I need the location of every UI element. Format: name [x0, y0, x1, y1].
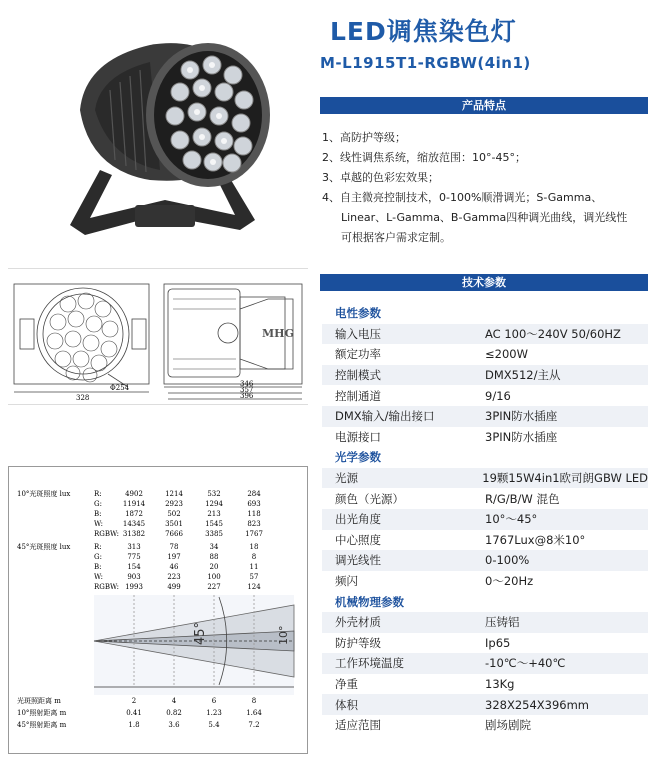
- spec-row: [322, 488, 648, 509]
- spec-row: [322, 633, 648, 654]
- spec-key: 控制模式: [335, 368, 381, 383]
- lux-value: 18: [249, 543, 259, 551]
- distance-value: 5.4: [208, 721, 220, 729]
- spec-section-title: [322, 303, 648, 324]
- lux-value: 1767: [245, 530, 263, 538]
- spec-value: 328X254X396mm: [485, 697, 590, 712]
- spec-row: [322, 571, 648, 592]
- lux-value: 823: [247, 520, 261, 528]
- spec-key: 净重: [335, 676, 358, 691]
- spec-value: 3PIN防水插座: [485, 409, 558, 424]
- spec-value: 19颗15W4in1欧司朗GBW LED: [482, 471, 648, 486]
- spec-section-title: [322, 591, 648, 612]
- lux-value: 1214: [165, 490, 183, 498]
- lux-channel-label: R:: [94, 543, 102, 551]
- spec-row: [322, 509, 648, 530]
- lux-value: 4902: [125, 490, 143, 498]
- lux-value: 11: [249, 563, 259, 571]
- spec-row: [322, 612, 648, 633]
- distance-value: 1.64: [246, 709, 262, 717]
- distance-value: 3.6: [168, 721, 180, 729]
- front-width: 328: [76, 394, 90, 402]
- lux-value: 502: [167, 510, 181, 518]
- spec-key: 出光角度: [335, 512, 381, 527]
- lux-value: 3385: [205, 530, 223, 538]
- lux-value: 313: [127, 543, 141, 551]
- spec-value: DMX512/主从: [485, 368, 561, 383]
- lux-value: 88: [209, 553, 219, 561]
- lux-value: 499: [167, 583, 181, 591]
- spec-row: [322, 324, 648, 345]
- spec-key: 工作环境温度: [335, 656, 404, 671]
- spec-value: Ip65: [485, 635, 511, 650]
- spec-section-label: 电性参数: [335, 306, 381, 321]
- angle-45-label: 45°: [193, 621, 208, 645]
- lux-value: 1993: [125, 583, 143, 591]
- distance-value: 1.23: [206, 709, 222, 717]
- spec-value: 1767Lux@8米10°: [485, 532, 586, 547]
- lux-value: 532: [207, 490, 221, 498]
- product-title: LED调焦染色灯: [330, 17, 517, 46]
- lux-channel-label: RGBW:: [94, 583, 119, 591]
- lux-value: 1872: [125, 510, 143, 518]
- distance-value: 4: [171, 697, 177, 705]
- side-dim-1: 346: [240, 380, 254, 388]
- spec-key: 颜色（光源）: [335, 491, 404, 506]
- spec-value: -10℃～+40℃: [485, 656, 566, 671]
- spec-value: ≤200W: [485, 347, 528, 362]
- feature-item: Linear、L-Gamma、B-Gamma四种调光曲线，调光线性: [341, 211, 628, 224]
- lux-value: 154: [127, 563, 141, 571]
- lux-value: 46: [169, 563, 179, 571]
- spec-value: 0-100%: [485, 553, 530, 568]
- lux-value: 775: [127, 553, 141, 561]
- photometric-chart: [8, 466, 308, 754]
- spec-row: [322, 530, 648, 551]
- lux-channel-label: W:: [94, 573, 103, 581]
- distance-label: 10°照射距离 m: [17, 709, 67, 717]
- lux-channel-label: B:: [94, 563, 102, 571]
- lux-value: 223: [167, 573, 181, 581]
- spec-key: 频闪: [335, 574, 358, 589]
- spec-value: 9/16: [485, 388, 511, 403]
- spec-section-label: 光学参数: [335, 450, 381, 465]
- side-dim-2: 357: [240, 386, 254, 394]
- side-brand: MHG: [262, 327, 294, 340]
- lux-channel-label: G:: [94, 553, 102, 561]
- spec-row: [322, 344, 648, 365]
- lux-value: 124: [247, 583, 261, 591]
- lux-value: 213: [207, 510, 221, 518]
- spec-row: [322, 653, 648, 674]
- lux-value: 1545: [205, 520, 223, 528]
- lux-value: 693: [247, 500, 261, 508]
- distance-value: 0.41: [126, 709, 142, 717]
- feature-item: 2、线性调焦系统，缩放范围：10°-45°；: [322, 151, 526, 164]
- spec-value: 剧场剧院: [485, 718, 531, 733]
- spec-value: R/G/B/W 混色: [485, 491, 560, 506]
- lux-channel-label: RGBW:: [94, 530, 119, 538]
- spec-key: 防护等级: [335, 635, 381, 650]
- features-list: [322, 128, 642, 248]
- lux-channel-label: R:: [94, 490, 102, 498]
- spec-key: 电源接口: [335, 429, 381, 444]
- lux-value: 197: [167, 553, 181, 561]
- spec-row: [322, 365, 648, 386]
- side-dim-3: 396: [240, 392, 254, 400]
- lux-value: 31382: [122, 530, 146, 538]
- distance-value: 6: [211, 697, 217, 705]
- spec-key: 控制通道: [335, 388, 381, 403]
- spec-row: [322, 550, 648, 571]
- lux-channel-label: G:: [94, 500, 102, 508]
- spec-table: [322, 303, 648, 735]
- spec-value: 10°～45°: [485, 512, 538, 527]
- spec-key: 外壳材质: [335, 615, 381, 630]
- lux-value: 118: [247, 510, 261, 518]
- spec-row: [322, 427, 648, 448]
- spec-row: [322, 715, 648, 736]
- lux-value: 903: [127, 573, 141, 581]
- lux-value: 20: [209, 563, 219, 571]
- feature-item: 3、卓越的色彩宏效果；: [322, 171, 439, 184]
- angle-10-label: 10°: [277, 625, 290, 645]
- spec-key: 光源: [335, 471, 358, 486]
- model-number: M-L1915T1-RGBW(4in1): [320, 54, 531, 72]
- specs-header: 技术参数: [320, 274, 648, 291]
- distance-value: 0.82: [166, 709, 182, 717]
- lux-value: 284: [247, 490, 261, 498]
- distance-value: 7.2: [248, 721, 260, 729]
- spec-row: [322, 674, 648, 695]
- spec-key: 中心照度: [335, 532, 381, 547]
- technical-drawing: [8, 268, 308, 405]
- feature-item: 1、高防护等级；: [322, 131, 406, 144]
- spec-value: 3PIN防水插座: [485, 429, 558, 444]
- spec-value: AC 100～240V 50/60HZ: [485, 326, 621, 341]
- lux-value: 78: [169, 543, 179, 551]
- spec-section-title: [322, 447, 648, 468]
- spec-section-label: 机械物理参数: [335, 594, 404, 609]
- spec-key: DMX输入/输出接口: [335, 409, 435, 424]
- lux-value: 2923: [165, 500, 183, 508]
- label-10-lux: 10°光斑照度 lux: [17, 490, 71, 498]
- spec-key: 适应范围: [335, 718, 381, 733]
- spec-value: 13Kg: [485, 676, 515, 691]
- spec-key: 额定功率: [335, 347, 381, 362]
- product-photo: [40, 20, 290, 250]
- features-header: 产品特点: [320, 97, 648, 114]
- spec-key: 输入电压: [335, 326, 381, 341]
- feature-item: 可根据客户需求定制。: [341, 231, 451, 244]
- distance-value: 2: [131, 697, 137, 705]
- spec-value: 0～20Hz: [485, 574, 534, 589]
- spec-row: [322, 406, 648, 427]
- distance-value: 8: [251, 697, 257, 705]
- feature-item: 4、自主微亮控制技术，0-100%顺滑调光；S-Gamma、: [322, 191, 603, 204]
- lux-channel-label: W:: [94, 520, 103, 528]
- spec-row: [322, 694, 648, 715]
- lux-value: 1294: [205, 500, 223, 508]
- spec-value: 压铸铝: [485, 615, 520, 630]
- front-dimension: Φ254: [110, 384, 130, 392]
- distance-label: 45°照射距离 m: [17, 721, 67, 729]
- distance-value: 1.8: [128, 721, 140, 729]
- lux-value: 100: [207, 573, 221, 581]
- lux-value: 227: [207, 583, 221, 591]
- spec-key: 体积: [335, 697, 358, 712]
- lux-value: 8: [251, 553, 257, 561]
- lux-value: 57: [249, 573, 259, 581]
- lux-value: 11914: [122, 500, 146, 508]
- spec-row: [322, 468, 648, 489]
- lux-value: 7666: [165, 530, 183, 538]
- label-45-lux: 45°光斑照度 lux: [17, 543, 71, 551]
- spec-row: [322, 385, 648, 406]
- lux-value: 3501: [165, 520, 183, 528]
- spec-key: 调光线性: [335, 553, 381, 568]
- lux-channel-label: B:: [94, 510, 102, 518]
- lux-value: 14345: [122, 520, 146, 528]
- distance-label: 光斑照距离 m: [17, 697, 61, 705]
- lux-value: 34: [209, 543, 219, 551]
